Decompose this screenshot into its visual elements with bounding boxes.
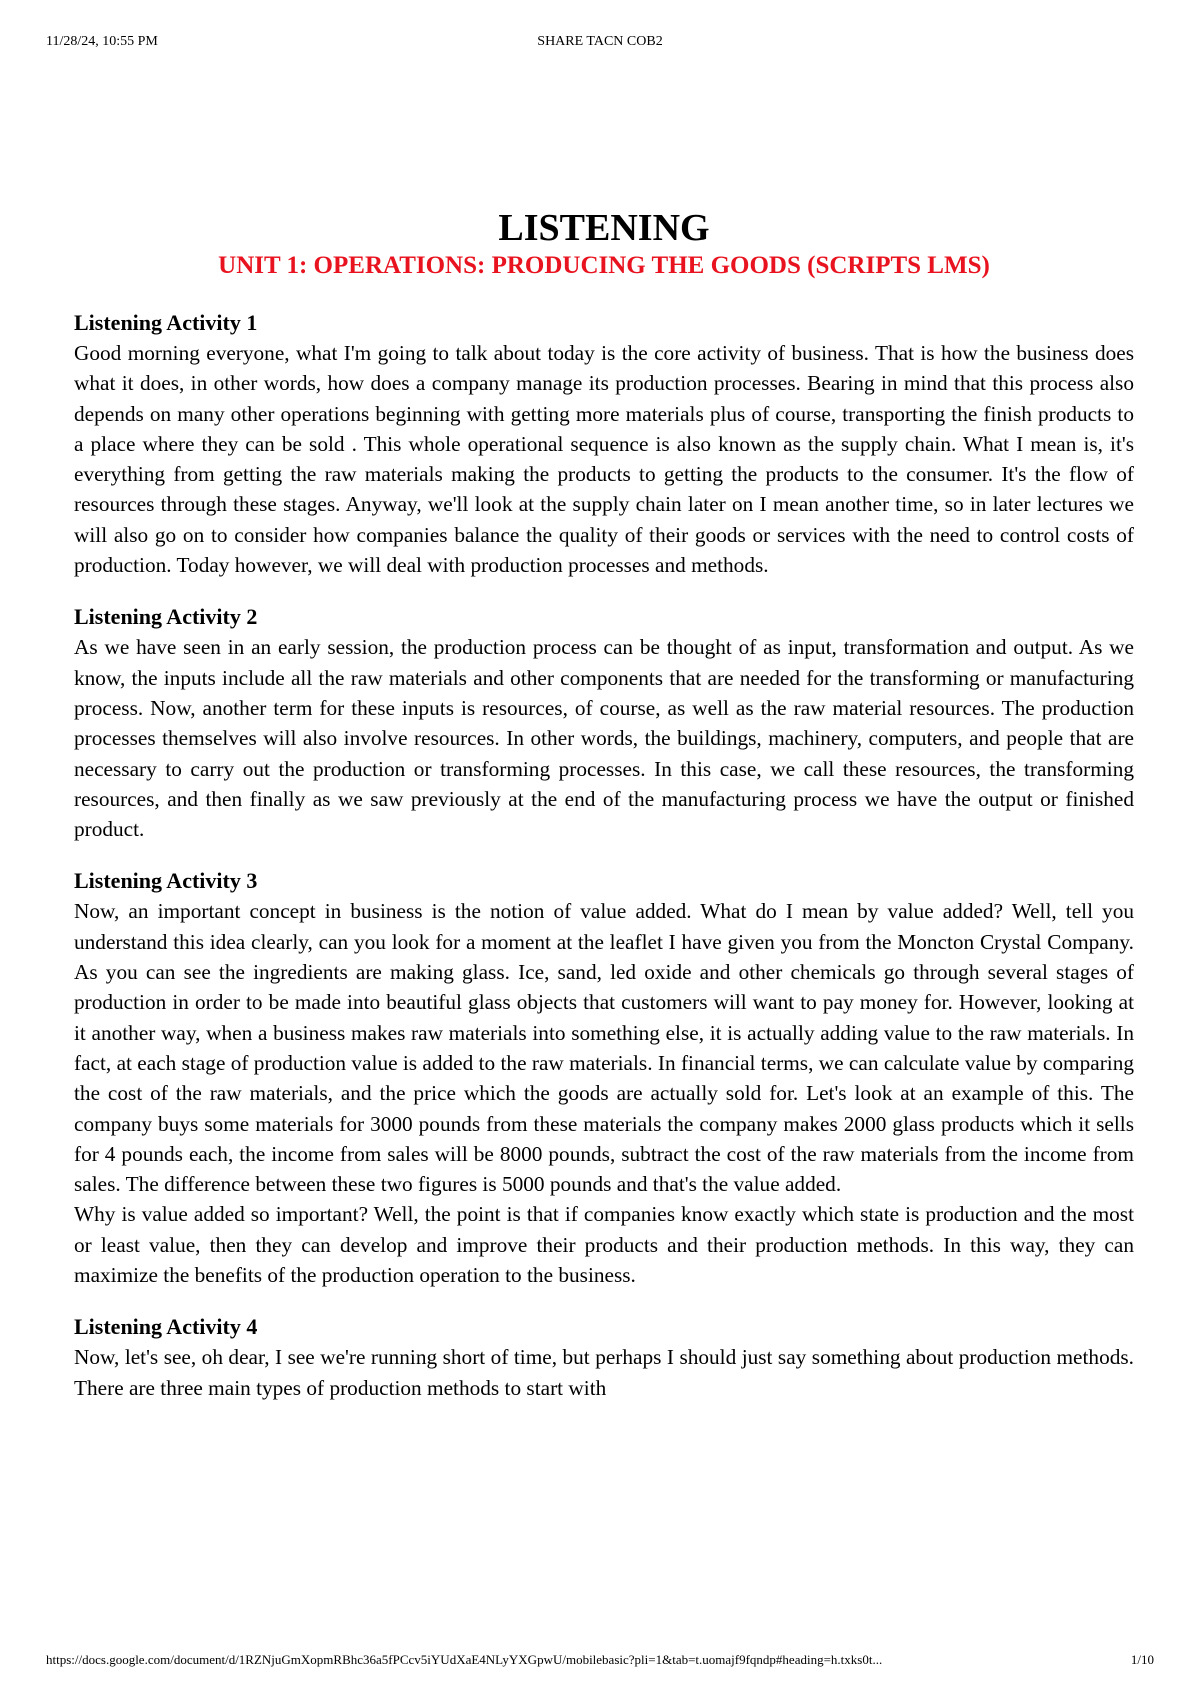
activity-heading: Listening Activity 1 bbox=[74, 310, 258, 335]
activity-section-4 bbox=[74, 1312, 1134, 1403]
unit-title: UNIT 1: OPERATIONS: PRODUCING THE GOODS (SCRIPTS LMS) bbox=[218, 252, 990, 279]
activity-paragraph: Now, an important concept in business is the notion of value added. What do I mean by value added? Well, tell you understand this idea clearly, can you look for a moment at the leaflet I have given you from the Moncton Crystal Company. As you can see the ingredients are making glass. Ice, sand, led oxide and other chemicals go through several stages of production in order to be made into beautiful glass objects that customers will want to pay money for. However, looking at it another way, when a business makes raw materials into something else, it is actually adding value to the raw materials. In fact, at each stage of production value is added to the raw materials. In financial terms, we can calculate value by comparing the cost of the raw materials, and the price which the goods are actually sold for. Let's look at an example of this. The company buys some materials for 3000 pounds from these materials the company makes 2000 glass products which it sells for 4 pounds each, the income from sales will be 8000 pounds, subtract the cost of the raw materials from the income from sales. The difference between these two figures is 5000 pounds and that's the value added. bbox=[74, 899, 1134, 1197]
activity-paragraph: Why is value added so important? Well, the point is that if companies know exactly which state is production and the most or least value, then they can develop and improve their products and their production methods. In this way, they can maximize the benefits of the production operation to the business. bbox=[74, 1202, 1134, 1288]
activity-heading: Listening Activity 3 bbox=[74, 868, 258, 894]
activity-section-1 bbox=[74, 308, 1134, 580]
document-body bbox=[74, 206, 1134, 1425]
activity-paragraph: Now, let's see, oh dear, I see we're running short of time, but perhaps I should just say something about production methods. There are three main types of production methods to start with bbox=[74, 1345, 1134, 1400]
activity-section-3 bbox=[74, 866, 1134, 1290]
page-number: 1/10 bbox=[1130, 1652, 1154, 1667]
print-doc-title: SHARE TACN COB2 bbox=[537, 34, 663, 49]
activity-paragraph: As we have seen in an early session, the production process can be thought of as input, transformation and output. As we know, the inputs include all the raw materials and other components that are needed for the transforming or manufacturing process. Now, another term for these inputs is resources, of course, as well as the raw material resources. The production processes themselves will also involve resources. In other words, the buildings, machinery, computers, and people that are necessary to carry out the production or transforming processes. In this case, we call these resources, the transforming resources, and then finally as we saw previously at the end of the manufacturing process we have the output or finished product. bbox=[74, 635, 1134, 842]
activity-heading: Listening Activity 4 bbox=[74, 1314, 258, 1340]
activity-paragraph: Good morning everyone, what I'm going to talk about today is the core activity of business. That is how the business does what it does, in other words, how does a company manage its production processes. Bearing in mind that this process also depends on many other operations beginning with getting more materials plus of course, transporting the finish products to a place where they can be sold . This whole operational sequence is also known as the supply chain. What I mean is, it's everything from getting the raw materials making the products to getting the products to the consumer. It's the flow of resources through these stages. Anyway, we'll look at the supply chain later on I mean another time, so in later lectures we will also go on to consider how companies balance the quality of their goods or services with the need to control costs of production. Today however, we will deal with production processes and methods. bbox=[74, 341, 1134, 578]
print-footer bbox=[46, 1652, 1154, 1672]
print-datetime: 11/28/24, 10:55 PM bbox=[46, 34, 158, 49]
print-url[interactable]: https://docs.google.com/document/d/1RZNjuGmXopmRBhc36a5fPCcv5iYUdXaE4NLyYXGpwU/mobilebasic?pli=1&tab=t.uomajf9fqndp#heading=h.txks0t... bbox=[46, 1652, 883, 1667]
page-title: LISTENING bbox=[498, 207, 710, 249]
print-header bbox=[46, 34, 1154, 54]
activity-heading: Listening Activity 2 bbox=[74, 604, 258, 630]
activity-section-2 bbox=[74, 602, 1134, 844]
